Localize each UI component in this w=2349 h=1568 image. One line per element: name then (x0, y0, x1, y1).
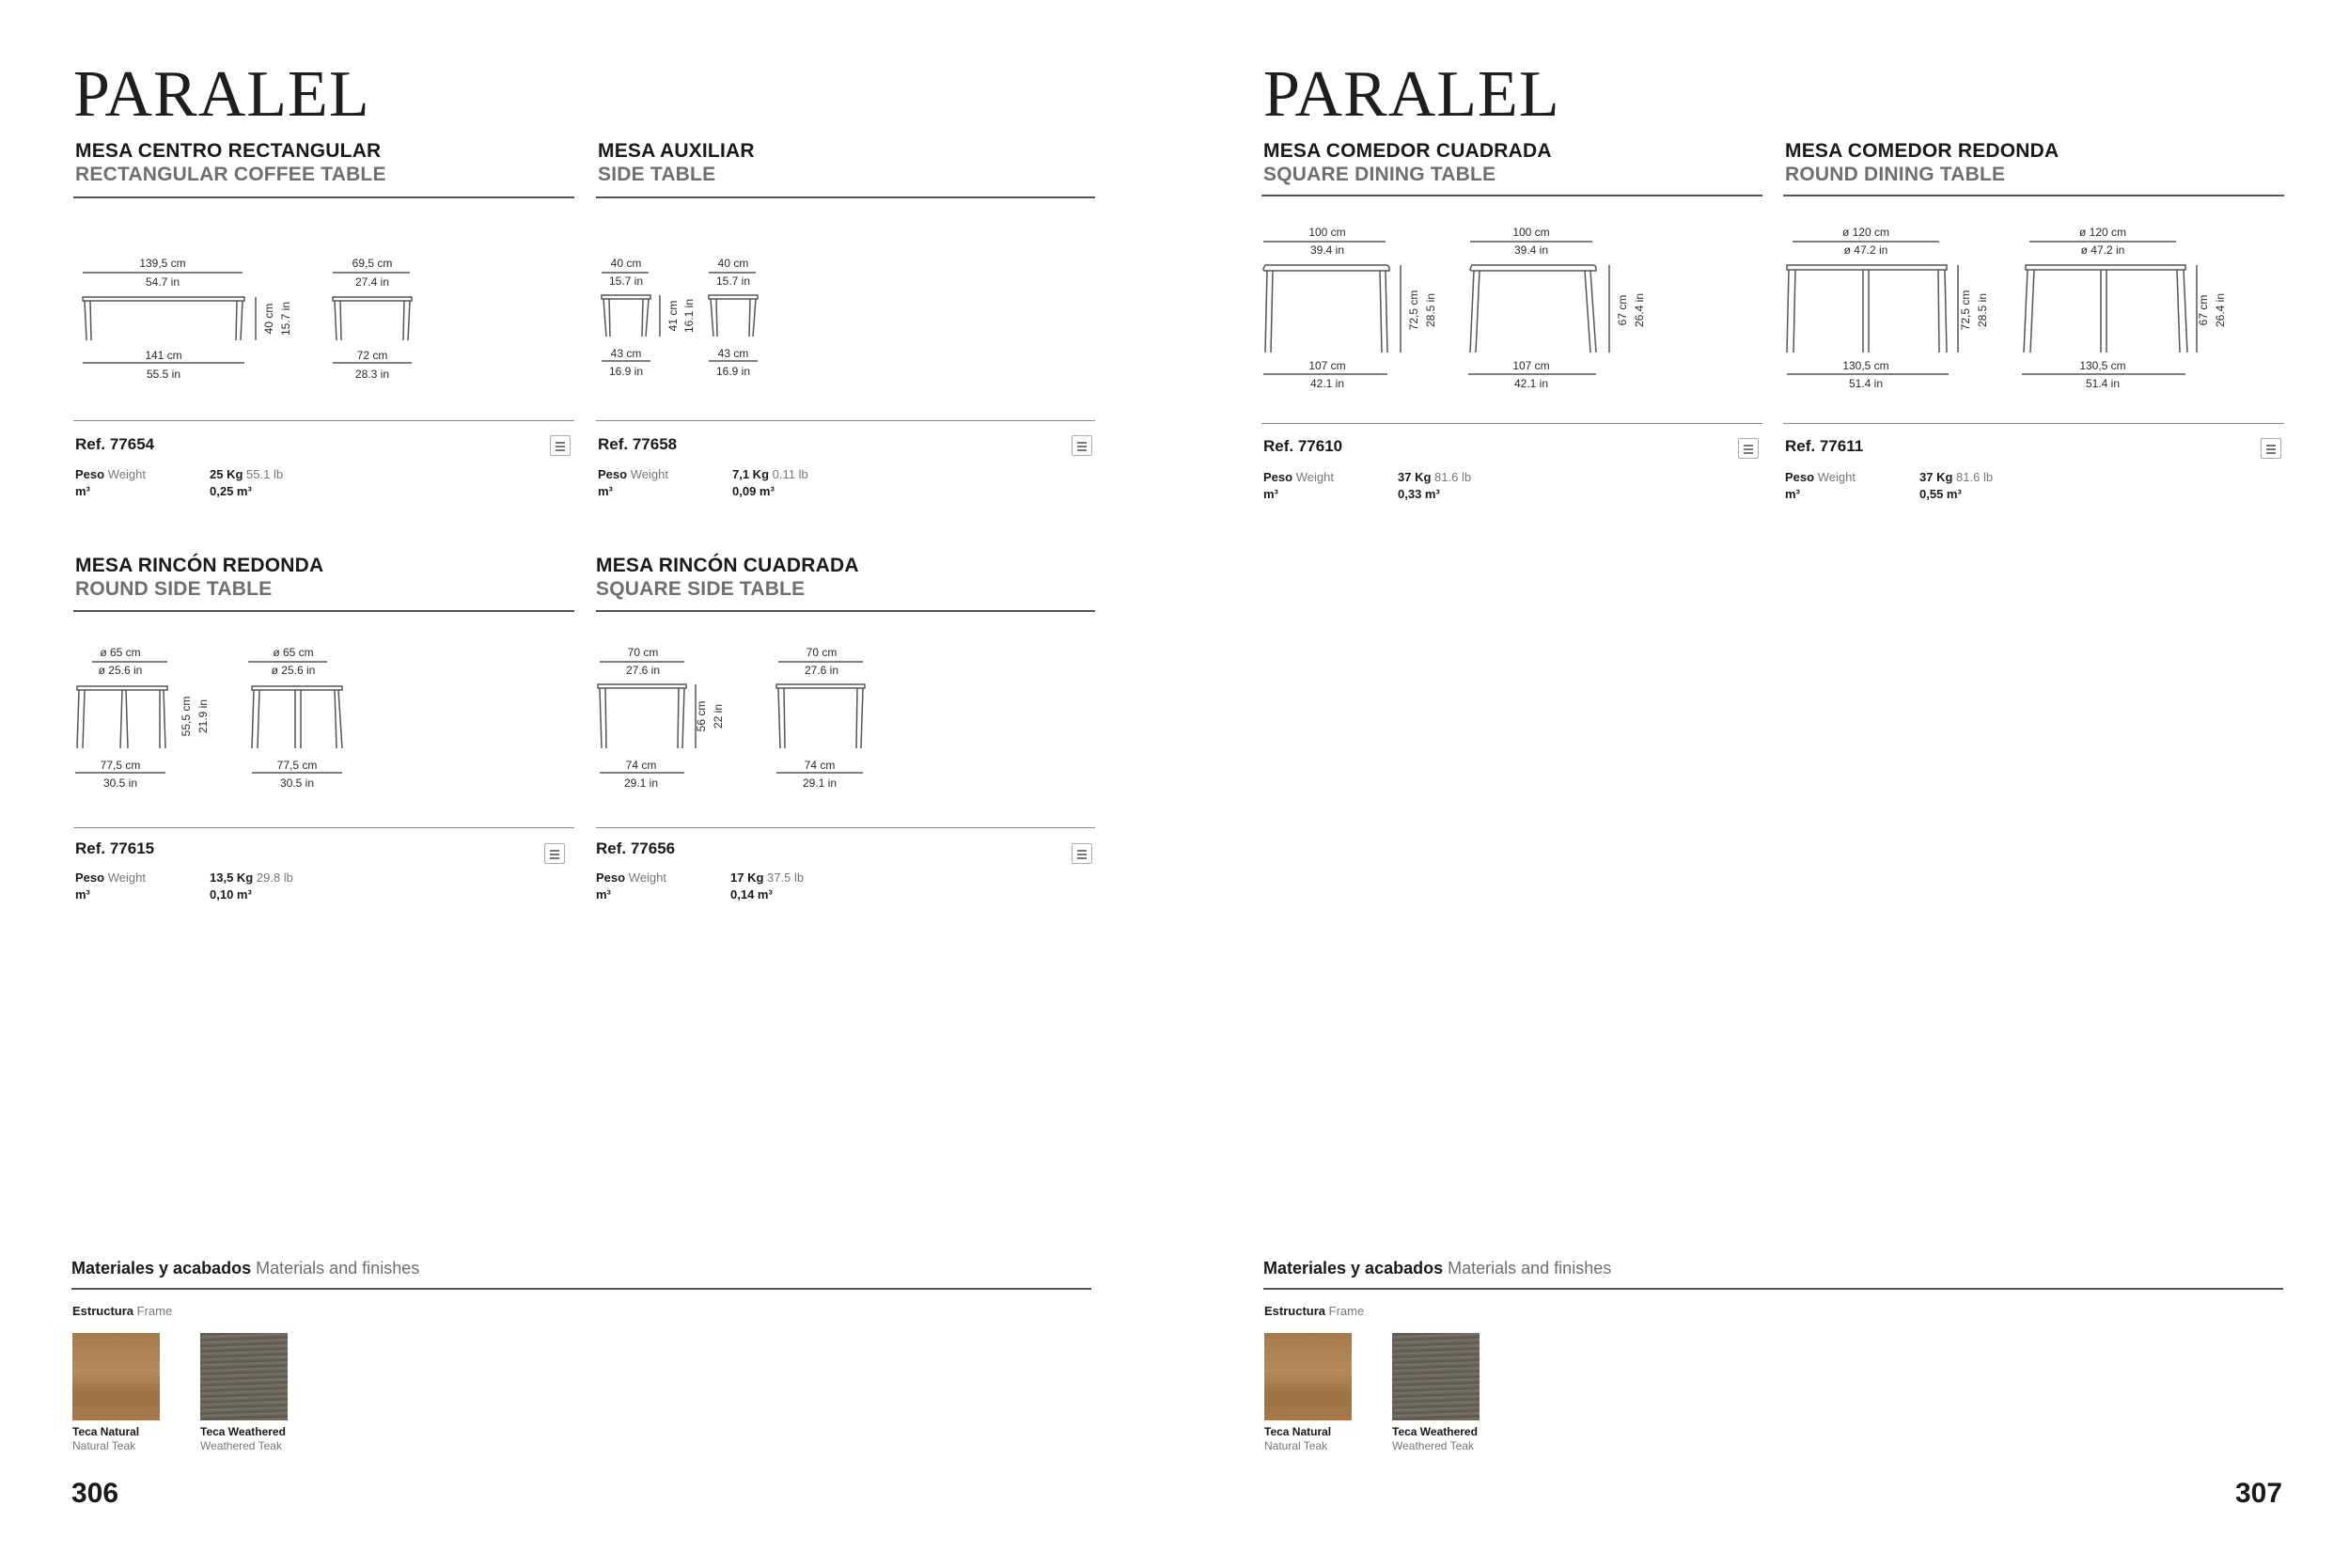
swatch-weathered-teak[interactable] (200, 1333, 288, 1420)
dimension-drawing (596, 643, 897, 793)
height-in: 15.7 in (279, 301, 292, 337)
product-title (598, 139, 755, 186)
top2-in: 39.4 in (1513, 243, 1549, 257)
document-icon[interactable] (2261, 438, 2281, 459)
height-cm: 55,5 cm (180, 696, 193, 737)
bottom-cm: 43 cm (610, 347, 642, 360)
title-es: MESA CENTRO RECTANGULAR (75, 140, 382, 162)
product-title (596, 554, 859, 601)
height-in: 16.1 in (682, 298, 696, 334)
ref-divider (1261, 423, 1762, 424)
bottom-in: 29.1 in (623, 776, 659, 790)
top2-cm: ø 120 cm (2078, 226, 2127, 239)
swatch-weathered-teak[interactable] (1392, 1333, 1480, 1420)
document-icon[interactable] (544, 843, 565, 864)
materials-title: Materiales y acabados Materials and finishes (1263, 1259, 1612, 1278)
height-cm: 56 cm (695, 700, 708, 732)
height-cm: 41 cm (666, 300, 680, 332)
top2-in: ø 47.2 in (2080, 243, 2125, 257)
title-es: MESA RINCÓN CUADRADA (596, 555, 859, 576)
top-in: 39.4 in (1309, 243, 1345, 257)
height-cm: 72,5 cm (1959, 290, 1972, 331)
bottom-in: 16.9 in (608, 365, 644, 378)
top-in: 27.6 in (625, 664, 661, 677)
top-cm: 70 cm (627, 646, 659, 659)
frame-label: Estructura Frame (72, 1304, 173, 1318)
swatch-natural-teak[interactable] (1264, 1333, 1352, 1420)
bottom-in: 42.1 in (1309, 377, 1345, 390)
dimension-drawing (73, 643, 374, 793)
dimension-drawing (1261, 224, 1675, 393)
title-en: SIDE TABLE (598, 164, 716, 185)
bottom-cm: 130,5 cm (1842, 359, 1889, 372)
top-in: 15.7 in (608, 274, 644, 288)
product-specs: Peso Weight 17 Kg 37.5 lb m³ 0,14 m³ (596, 870, 805, 902)
top2-cm: ø 65 cm (273, 646, 314, 659)
height2-in: 26.4 in (1633, 292, 1646, 328)
top2-in: 27.6 in (804, 664, 839, 677)
dimension-drawing (596, 254, 803, 385)
bottom-in: 51.4 in (1848, 377, 1884, 390)
ref-divider (73, 420, 574, 421)
height-in: 22 in (712, 703, 725, 729)
height-in: 21.9 in (196, 698, 210, 734)
top2-in: ø 25.6 in (271, 664, 316, 677)
bottom-cm: 77,5 cm (100, 759, 141, 772)
product-ref: Ref. 77615 (75, 839, 155, 857)
product-specs: Peso Weight 25 Kg 55.1 lb m³ 0,25 m³ (75, 467, 284, 498)
bottom2-in: 16.9 in (715, 365, 751, 378)
ref-divider (1783, 423, 2284, 424)
bottom2-in: 30.5 in (279, 776, 315, 790)
product-ref: Ref. 77656 (596, 839, 676, 857)
height2-in: 26.4 in (2214, 292, 2227, 328)
title-es: MESA COMEDOR REDONDA (1785, 140, 2059, 162)
top-cm: ø 120 cm (1841, 226, 1890, 239)
height-cm: 72,5 cm (1407, 290, 1420, 331)
bottom-in: 55.5 in (146, 368, 181, 381)
height-in: 28.5 in (1976, 292, 1989, 328)
top-in: ø 25.6 in (98, 664, 143, 677)
document-icon[interactable] (1072, 843, 1092, 864)
product-ref: Ref. 77611 (1785, 437, 1864, 455)
title-divider (1261, 195, 1762, 196)
product-ref: Ref. 77658 (598, 435, 678, 453)
top2-cm: 69,5 cm (352, 257, 393, 270)
top2-in: 27.4 in (354, 275, 390, 289)
bottom2-cm: 130,5 cm (2079, 359, 2126, 372)
document-icon[interactable] (550, 435, 571, 456)
top-cm: ø 65 cm (100, 646, 141, 659)
top-cm: 100 cm (1308, 226, 1346, 239)
bottom2-cm: 77,5 cm (276, 759, 318, 772)
top2-in: 15.7 in (715, 274, 751, 288)
height-in: 28.5 in (1424, 292, 1437, 328)
dimension-drawing (1783, 224, 2234, 393)
top-cm: 40 cm (610, 257, 642, 270)
product-ref: Ref. 77654 (75, 435, 155, 453)
bottom2-cm: 74 cm (804, 759, 836, 772)
bottom2-cm: 107 cm (1512, 359, 1550, 372)
top2-cm: 70 cm (806, 646, 838, 659)
bottom2-cm: 43 cm (717, 347, 749, 360)
bottom-cm: 141 cm (145, 349, 182, 362)
height-cm: 40 cm (262, 303, 275, 335)
title-en: SQUARE SIDE TABLE (596, 578, 806, 600)
title-en: ROUND SIDE TABLE (75, 578, 273, 600)
title-es: MESA RINCÓN REDONDA (75, 555, 324, 576)
bottom-cm: 107 cm (1308, 359, 1346, 372)
bottom-cm: 74 cm (625, 759, 657, 772)
swatch-label: Teca Weathered Weathered Teak (1392, 1425, 1478, 1452)
top2-cm: 100 cm (1512, 226, 1550, 239)
brand-title-right: PARALEL (1263, 58, 1560, 131)
ref-divider (596, 420, 1095, 421)
product-specs: Peso Weight 37 Kg 81.6 lb m³ 0,55 m³ (1785, 470, 1994, 501)
bottom2-in: 28.3 in (354, 368, 390, 381)
top-cm: 139,5 cm (139, 257, 186, 270)
materials-title: Materiales y acabados Materials and finishes (71, 1259, 420, 1278)
bottom2-in: 51.4 in (2085, 377, 2121, 390)
top-in: 54.7 in (145, 275, 180, 289)
dimension-drawing (73, 254, 449, 385)
title-en: SQUARE DINING TABLE (1263, 164, 1496, 185)
ref-divider (73, 827, 574, 828)
bottom2-in: 29.1 in (802, 776, 838, 790)
page-number-right: 307 (2235, 1478, 2283, 1509)
swatch-label: Teca Natural Natural Teak (72, 1425, 140, 1452)
height2-cm: 67 cm (1616, 294, 1629, 326)
title-divider (596, 610, 1095, 612)
swatch-natural-teak[interactable] (72, 1333, 160, 1420)
bottom2-in: 42.1 in (1513, 377, 1549, 390)
product-title (75, 554, 323, 601)
document-icon[interactable] (1072, 435, 1092, 456)
swatch-label: Teca Weathered Weathered Teak (200, 1425, 286, 1452)
title-en: ROUND DINING TABLE (1785, 164, 2006, 185)
title-divider (1783, 195, 2284, 196)
brand-title-left: PARALEL (73, 58, 370, 131)
materials-divider (1263, 1288, 2283, 1290)
product-specs: Peso Weight 13,5 Kg 29.8 lb m³ 0,10 m³ (75, 870, 293, 902)
product-ref: Ref. 77610 (1263, 437, 1343, 455)
bottom2-cm: 72 cm (356, 349, 388, 362)
title-divider (73, 610, 574, 612)
frame-label: Estructura Frame (1264, 1304, 1365, 1318)
product-title (1263, 139, 1552, 186)
title-divider (73, 196, 574, 198)
swatch-label: Teca Natural Natural Teak (1264, 1425, 1332, 1452)
top2-cm: 40 cm (717, 257, 749, 270)
ref-divider (596, 827, 1095, 828)
product-specs: Peso Weight 37 Kg 81.6 lb m³ 0,33 m³ (1263, 470, 1472, 501)
product-specs: Peso Weight 7,1 Kg 0.11 lb m³ 0,09 m³ (598, 467, 808, 498)
product-title (75, 139, 386, 186)
document-icon[interactable] (1738, 438, 1759, 459)
bottom-in: 30.5 in (102, 776, 138, 790)
top-in: ø 47.2 in (1843, 243, 1888, 257)
page-number-left: 306 (71, 1478, 119, 1509)
height2-cm: 67 cm (2197, 294, 2210, 326)
product-title (1785, 139, 2059, 186)
title-en: RECTANGULAR COFFEE TABLE (75, 164, 386, 185)
title-divider (596, 196, 1095, 198)
title-es: MESA COMEDOR CUADRADA (1263, 140, 1552, 162)
title-es: MESA AUXILIAR (598, 140, 755, 162)
materials-divider (71, 1288, 1091, 1290)
